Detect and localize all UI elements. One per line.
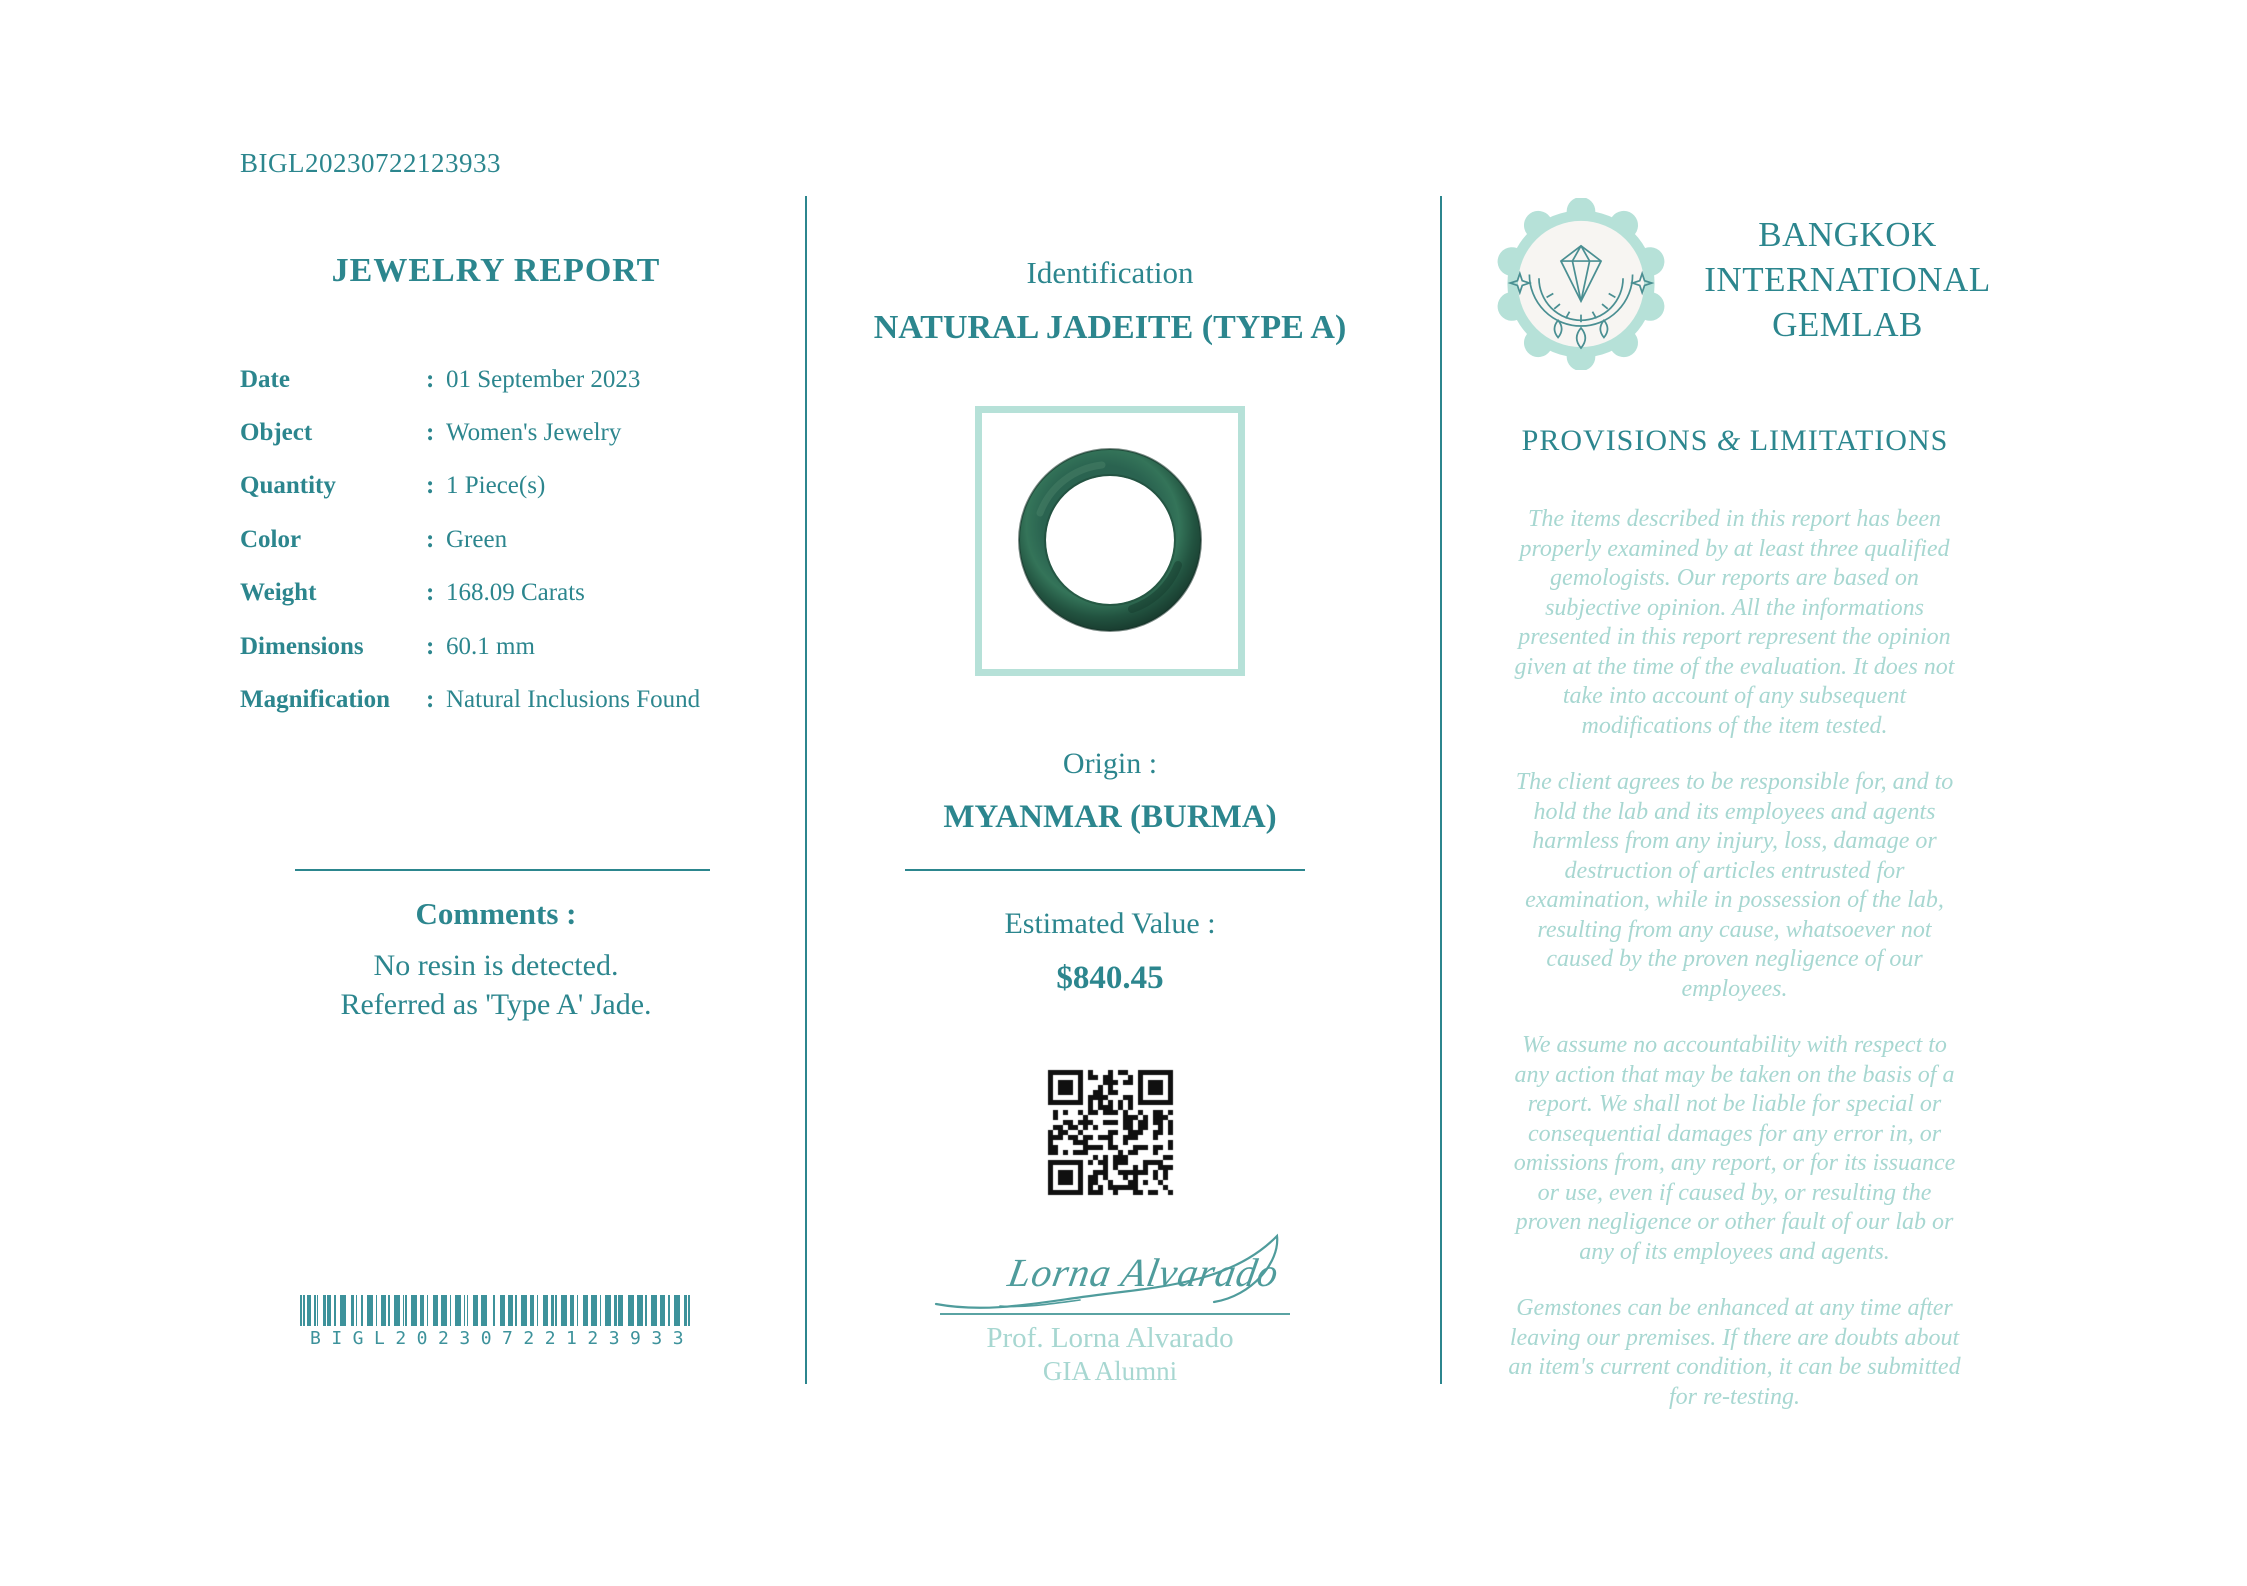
jewelry-photo-frame xyxy=(975,406,1245,676)
detail-row-magnification xyxy=(240,673,752,726)
detail-colon: : xyxy=(426,419,435,447)
detail-colon: : xyxy=(426,365,435,393)
signer-title: GIA Alumni xyxy=(1042,1356,1178,1386)
detail-label: Object xyxy=(240,419,313,447)
comments-divider-line xyxy=(295,869,710,871)
detail-colon: : xyxy=(426,632,435,660)
detail-value: 168.09 Carats xyxy=(446,579,585,607)
detail-colon: : xyxy=(426,579,435,607)
estimated-value-label: Estimated Value : xyxy=(1004,907,1216,940)
barcode-text: BIGL20230722123933 xyxy=(310,1328,695,1349)
detail-colon: : xyxy=(426,525,435,553)
provisions-paragraph: We assume no accountability with respect to any action that may be taken on the basis of a report. We shall not be liable for special or consequential damages for any error in, or omissions from, any report, or for its issuance or use, even if caused by, or resulting the proven negligence or other fault of our lab or any of its employees and agents. xyxy=(1513,1032,1956,1265)
signature-name-script: Lorna Alvarado xyxy=(1004,1250,1283,1295)
lab-column xyxy=(1485,0,1991,1586)
column-divider-right xyxy=(1440,196,1442,1384)
provisions-paragraph: The client agrees to be responsible for, and to hold the lab and its employees and agents harmless from any injury, loss, damage or destruction of articles entrusted for examination, while in possession of the lab, resulting from any cause, whatsoever not caused by the proven negligence of our employees. xyxy=(1515,769,1954,1002)
provisions-heading xyxy=(1485,424,1985,458)
provisions-heading-text: PROVISIONS xyxy=(1521,424,1717,457)
estimated-value-amount: $840.45 xyxy=(1056,960,1164,996)
provisions-text xyxy=(1507,505,1962,1439)
detail-row-color xyxy=(240,513,752,566)
detail-label: Dimensions xyxy=(240,632,364,660)
detail-label: Date xyxy=(240,365,290,393)
signature-line xyxy=(940,1313,1290,1315)
column-divider-left xyxy=(805,196,807,1384)
detail-value: 60.1 mm xyxy=(446,632,535,660)
qr-code xyxy=(1044,1066,1177,1199)
detail-colon: : xyxy=(426,686,435,714)
detail-value: 01 September 2023 xyxy=(446,365,641,393)
detail-value: Women's Jewelry xyxy=(446,419,622,447)
provisions-ampersand: & xyxy=(1716,424,1742,457)
detail-label: Magnification xyxy=(240,686,390,714)
lab-name-line: GEMLAB xyxy=(1772,305,1923,344)
signer-name: Prof. Lorna Alvarado xyxy=(986,1322,1234,1354)
detail-value: Green xyxy=(446,525,508,553)
comments-heading: Comments : xyxy=(415,896,577,931)
identification-result: NATURAL JADEITE (TYPE A) xyxy=(873,309,1347,346)
provisions-paragraph: Gemstones can be enhanced at any time after leaving our premises. If there are doubts about an item's current condition, it can be submitted for re-testing. xyxy=(1508,1295,1961,1410)
detail-value: 1 Piece(s) xyxy=(446,472,546,500)
provisions-heading-text: LIMITATIONS xyxy=(1741,424,1949,457)
detail-row-dimensions xyxy=(240,620,752,673)
detail-value: Natural Inclusions Found xyxy=(446,686,701,714)
jade-bangle-photo xyxy=(982,413,1238,669)
report-title: JEWELRY REPORT xyxy=(331,252,661,289)
gemlab-logo xyxy=(1495,198,1667,370)
provisions-paragraph: The items described in this report has been properly examined by at least three qualified gemologists. Our reports are based on subjective opinion. All the informations presented in this report represent the opinion given at the time of the evaluation. It does not take into account of any subsequent modifications of the item tested. xyxy=(1514,506,1955,739)
details-table xyxy=(240,353,752,727)
detail-label: Color xyxy=(240,525,302,553)
lab-name xyxy=(1685,212,2010,347)
detail-row-object xyxy=(240,406,752,459)
lab-name-line: BANGKOK xyxy=(1758,215,1937,254)
lab-name-line: INTERNATIONAL xyxy=(1704,260,1991,299)
identification-column xyxy=(850,0,1370,1586)
comments-text xyxy=(240,946,752,1024)
comment-line: No resin is detected. xyxy=(373,949,619,982)
detail-label: Quantity xyxy=(240,472,336,500)
detail-row-weight xyxy=(240,567,752,620)
comment-line: Referred as 'Type A' Jade. xyxy=(340,988,652,1021)
detail-colon: : xyxy=(426,472,435,500)
detail-row-quantity xyxy=(240,460,752,513)
signature xyxy=(930,1220,1290,1315)
barcode xyxy=(300,1295,695,1349)
report-details-column xyxy=(240,0,752,1586)
detail-label: Weight xyxy=(240,579,317,607)
origin-label: Origin : xyxy=(1062,747,1158,780)
origin-value: MYANMAR (BURMA) xyxy=(943,799,1277,835)
detail-row-date xyxy=(240,353,752,406)
barcode-bars xyxy=(300,1295,690,1326)
identification-label: Identification xyxy=(1026,255,1194,290)
report-number: BIGL20230722123933 xyxy=(240,148,501,178)
value-divider-line xyxy=(905,869,1305,871)
